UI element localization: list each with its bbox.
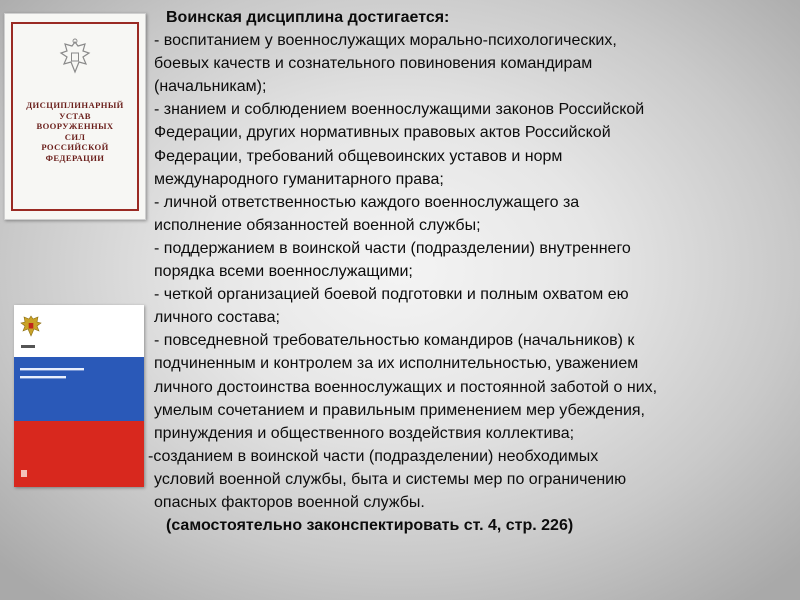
- book-title-line: ВООРУЖЕННЫХ: [36, 121, 114, 132]
- text-line: умелым сочетанием и правильным применением мер убеждения,: [154, 401, 645, 419]
- text-line: международного гуманитарного права;: [154, 170, 444, 188]
- text-line: (начальникам);: [154, 78, 267, 96]
- main-text-block: [148, 6, 796, 537]
- book-title: [26, 100, 124, 164]
- text-line: боевых качеств и сознательного повиновения командирам: [154, 55, 593, 73]
- footer-note: (самостоятельно законспектировать ст. 4, стр. 226): [166, 517, 574, 535]
- cover-illegible-text-marks: [14, 305, 144, 487]
- book-cover-frame: [11, 22, 139, 211]
- text-line: - четкой организацией боевой подготовки и полным охватом ею: [154, 286, 629, 304]
- text-line: исполнение обязанностей военной службы;: [154, 216, 481, 234]
- text-line: - поддержанием в воинской части (подразделении) внутреннего: [154, 239, 631, 257]
- book-title-line: РОССИЙСКОЙ: [41, 142, 109, 153]
- text-line: - знанием и соблюдением военнослужащими законов Российской: [154, 101, 645, 119]
- text-line: подчиненным и контролем за их исполнительностью, уважением: [154, 355, 639, 373]
- book-title-line: СИЛ: [64, 131, 86, 142]
- tricolor-book-cover: [14, 305, 144, 487]
- text-line: Федерации, других нормативных правовых актов Российской: [154, 124, 611, 142]
- text-line: - воспитанием у военнослужащих морально-психологических,: [154, 32, 617, 50]
- book-title-line: УСТАВ: [59, 110, 91, 121]
- text-line: личного достоинства военнослужащих и постоянной заботой о них,: [154, 378, 658, 396]
- text-line: - личной ответственностью каждого военнослужащего за: [154, 193, 580, 211]
- russian-coat-of-arms-icon: [58, 38, 92, 78]
- text-line: - повседневной требовательностью командиров (начальников) к: [154, 332, 635, 350]
- text-line: порядка всеми военнослужащими;: [154, 263, 413, 281]
- book-title-line: ФЕДЕРАЦИИ: [45, 152, 105, 163]
- text-line: личного состава;: [154, 309, 280, 327]
- heading: Воинская дисциплина достигается:: [166, 9, 450, 26]
- text-line: принуждения и общественного воздействия коллектива;: [154, 424, 575, 442]
- disciplinary-charter-book-cover: [4, 13, 146, 220]
- text-line: условий военной службы, быта и системы мер по ограничению: [154, 470, 627, 488]
- text-line: -созданием в воинской части (подразделении) необходимых: [148, 447, 599, 465]
- text-line: Федерации, требований общевоинских уставов и норм: [154, 147, 563, 165]
- book-title-line: ДИСЦИПЛИНАРНЫЙ: [26, 100, 124, 110]
- text-line: опасных факторов военной службы.: [154, 493, 425, 511]
